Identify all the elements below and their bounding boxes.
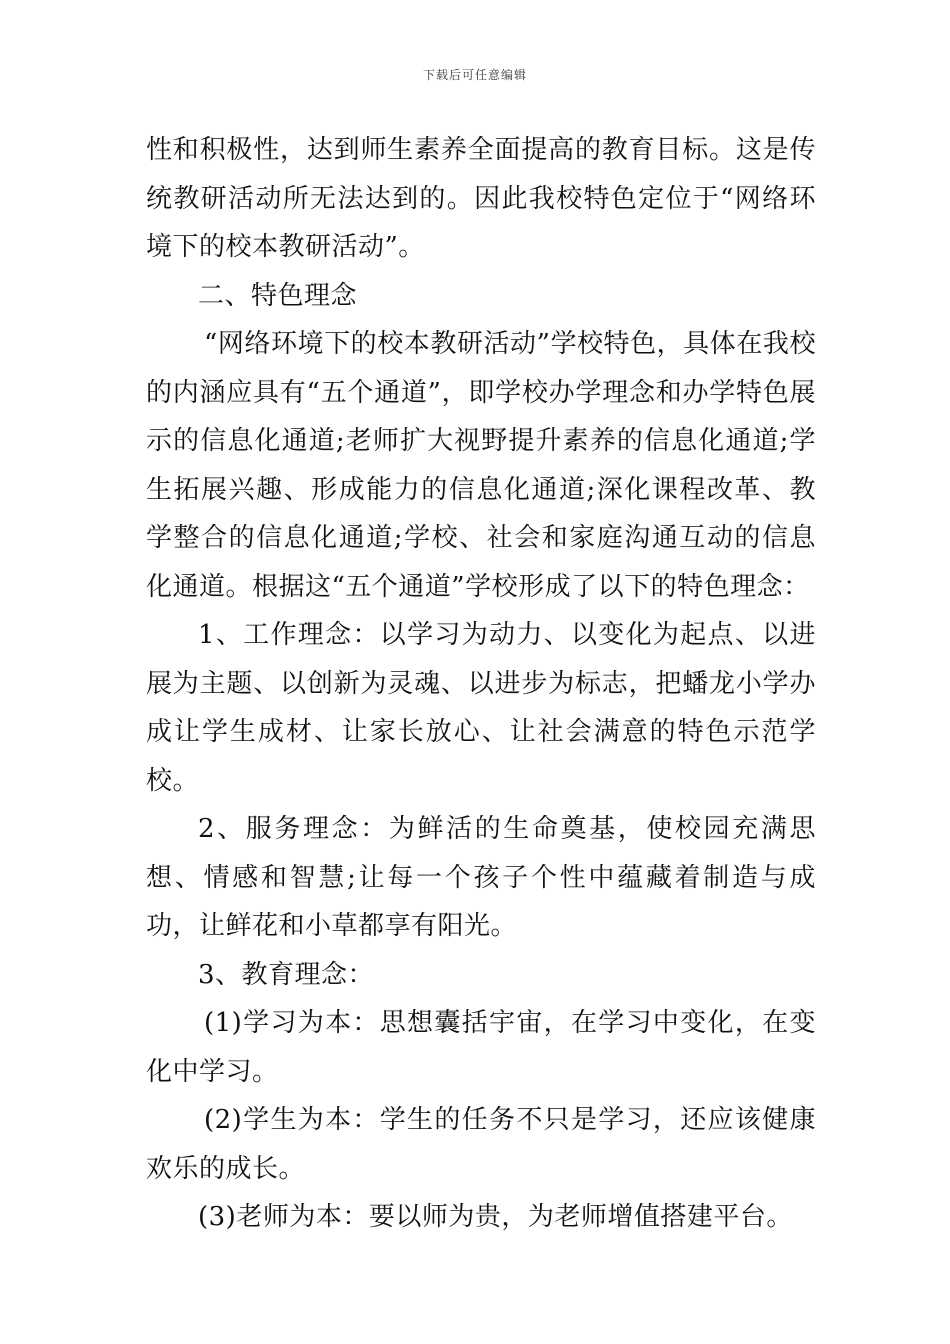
paragraph-work-concept: 1、工作理念：以学习为动力、以变化为起点、以进展为主题、以创新为灵魂、以进步为标志，把蟠龙小学办成让学生成材、让家长放心、让社会满意的特色示范学校。 [146,620,816,796]
paragraph-teacher-based: (3)老师为本：要以师为贵，为老师增值搭建平台。 [198,1202,793,1232]
document-body [146,126,816,1242]
paragraph-1: 性和积极性，达到师生素养全面提高的教育目标。这是传统教研活动所无法达到的。因此我校特色定位于“网络环境下的校本教研活动”。 [146,135,816,262]
section-heading-feature-concept: 二、特色理念 [198,280,358,311]
paragraph-education-concept: 3、教育理念： [198,959,375,990]
paragraph-five-channels: “网络环境下的校本教研活动”学校特色，具体在我校的内涵应具有“五个通道”，即学校办学理念和办学特色展示的信息化通道;老师扩大视野提升素养的信息化通道;学生拓展兴趣、形成能力的信息化通道;深化课程改革、教学整合的信息化通道;学校、社会和家庭沟通互动的信息化通道。根据这“五个通道”学校形成了以下的特色理念： [146,329,816,602]
paragraph-student-based: (2)学生为本：学生的任务不只是学习，还应该健康欢乐的成长。 [146,1105,816,1184]
paragraph-learning-based: (1)学习为本：思想囊括宇宙，在学习中变化，在变化中学习。 [146,1008,816,1087]
page-header-note: 下载后可任意编辑 [422,68,527,82]
paragraph-service-concept: 2、服务理念：为鲜活的生命奠基，使校园充满思想、情感和智慧;让每一个孩子个性中蕴藏着制造与成功，让鲜花和小草都享有阳光。 [146,814,816,941]
